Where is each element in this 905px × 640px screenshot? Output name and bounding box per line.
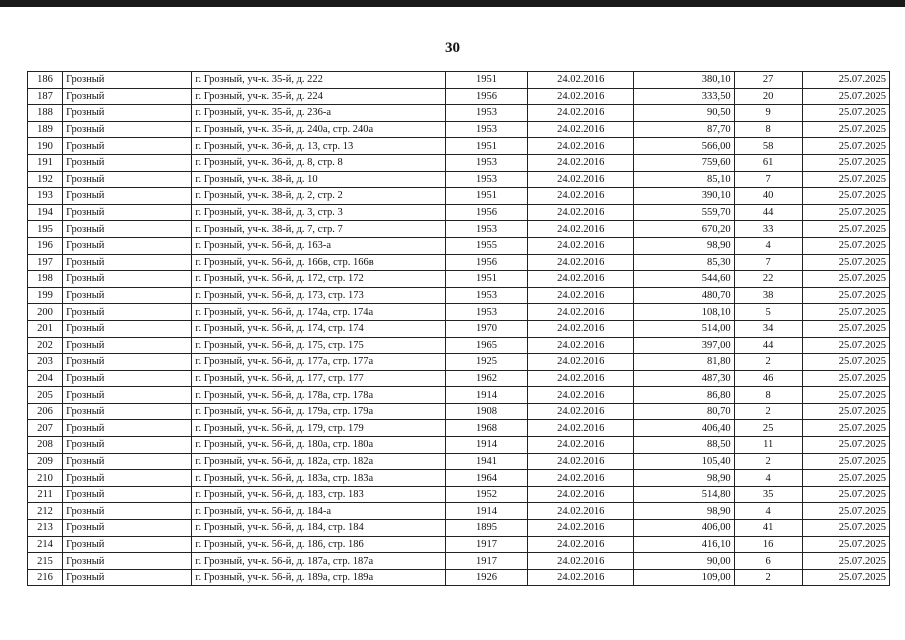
city-cell: Грозный: [63, 403, 192, 420]
date-cell: 24.02.2016: [528, 171, 634, 188]
address-cell: г. Грозный, уч-к. 35-й, д. 240а, стр. 240а: [192, 121, 446, 138]
address-cell: г. Грозный, уч-к. 36-й, д. 13, стр. 13: [192, 138, 446, 155]
area-cell: 416,10: [634, 536, 734, 553]
date-cell: 24.02.2016: [528, 287, 634, 304]
housing-registry-table: [27, 71, 890, 586]
table-row: [28, 271, 890, 288]
date-cell: 24.02.2016: [528, 337, 634, 354]
residents-count-cell: 44: [734, 337, 802, 354]
build-year-cell: 1962: [445, 370, 527, 387]
area-cell: 514,00: [634, 320, 734, 337]
residents-count-cell: 38: [734, 287, 802, 304]
area-cell: 406,40: [634, 420, 734, 437]
residents-count-cell: 25: [734, 420, 802, 437]
deadline-cell: 25.07.2025: [802, 304, 889, 321]
row-number: 203: [28, 354, 63, 371]
city-cell: Грозный: [63, 254, 192, 271]
table-row: [28, 569, 890, 586]
area-cell: 406,00: [634, 520, 734, 537]
row-number: 195: [28, 221, 63, 238]
row-number: 210: [28, 470, 63, 487]
row-number: 198: [28, 271, 63, 288]
city-cell: Грозный: [63, 72, 192, 89]
build-year-cell: 1951: [445, 72, 527, 89]
address-cell: г. Грозный, уч-к. 56-й, д. 173, стр. 173: [192, 287, 446, 304]
deadline-cell: 25.07.2025: [802, 536, 889, 553]
residents-count-cell: 2: [734, 453, 802, 470]
row-number: 193: [28, 188, 63, 205]
address-cell: г. Грозный, уч-к. 56-й, д. 179, стр. 179: [192, 420, 446, 437]
address-cell: г. Грозный, уч-к. 56-й, д. 166в, стр. 166в: [192, 254, 446, 271]
deadline-cell: 25.07.2025: [802, 569, 889, 586]
deadline-cell: 25.07.2025: [802, 171, 889, 188]
table-row: [28, 453, 890, 470]
city-cell: Грозный: [63, 337, 192, 354]
row-number: 216: [28, 569, 63, 586]
address-cell: г. Грозный, уч-к. 35-й, д. 236-а: [192, 105, 446, 122]
address-cell: г. Грозный, уч-к. 38-й, д. 7, стр. 7: [192, 221, 446, 238]
deadline-cell: 25.07.2025: [802, 354, 889, 371]
row-number: 202: [28, 337, 63, 354]
date-cell: 24.02.2016: [528, 437, 634, 454]
address-cell: г. Грозный, уч-к. 56-й, д. 177, стр. 177: [192, 370, 446, 387]
deadline-cell: 25.07.2025: [802, 105, 889, 122]
table-row: [28, 88, 890, 105]
deadline-cell: 25.07.2025: [802, 72, 889, 89]
residents-count-cell: 7: [734, 254, 802, 271]
area-cell: 380,10: [634, 72, 734, 89]
address-cell: г. Грозный, уч-к. 56-й, д. 163-а: [192, 237, 446, 254]
city-cell: Грозный: [63, 271, 192, 288]
city-cell: Грозный: [63, 320, 192, 337]
table-row: [28, 221, 890, 238]
deadline-cell: 25.07.2025: [802, 520, 889, 537]
row-number: 211: [28, 486, 63, 503]
residents-count-cell: 4: [734, 237, 802, 254]
address-cell: г. Грозный, уч-к. 56-й, д. 172, стр. 172: [192, 271, 446, 288]
date-cell: 24.02.2016: [528, 105, 634, 122]
date-cell: 24.02.2016: [528, 520, 634, 537]
row-number: 192: [28, 171, 63, 188]
deadline-cell: 25.07.2025: [802, 337, 889, 354]
table-row: [28, 503, 890, 520]
area-cell: 333,50: [634, 88, 734, 105]
date-cell: 24.02.2016: [528, 188, 634, 205]
city-cell: Грозный: [63, 520, 192, 537]
area-cell: 109,00: [634, 569, 734, 586]
address-cell: г. Грозный, уч-к. 56-й, д. 174а, стр. 174а: [192, 304, 446, 321]
row-number: 206: [28, 403, 63, 420]
build-year-cell: 1953: [445, 304, 527, 321]
city-cell: Грозный: [63, 221, 192, 238]
area-cell: 98,90: [634, 470, 734, 487]
row-number: 205: [28, 387, 63, 404]
city-cell: Грозный: [63, 536, 192, 553]
date-cell: 24.02.2016: [528, 304, 634, 321]
table-row: [28, 387, 890, 404]
city-cell: Грозный: [63, 453, 192, 470]
table-row: [28, 72, 890, 89]
date-cell: 24.02.2016: [528, 486, 634, 503]
row-number: 214: [28, 536, 63, 553]
row-number: 186: [28, 72, 63, 89]
deadline-cell: 25.07.2025: [802, 503, 889, 520]
row-number: 201: [28, 320, 63, 337]
area-cell: 390,10: [634, 188, 734, 205]
residents-count-cell: 46: [734, 370, 802, 387]
address-cell: г. Грозный, уч-к. 35-й, д. 224: [192, 88, 446, 105]
date-cell: 24.02.2016: [528, 72, 634, 89]
deadline-cell: 25.07.2025: [802, 370, 889, 387]
build-year-cell: 1956: [445, 88, 527, 105]
table-row: [28, 320, 890, 337]
deadline-cell: 25.07.2025: [802, 320, 889, 337]
row-number: 215: [28, 553, 63, 570]
build-year-cell: 1951: [445, 138, 527, 155]
residents-count-cell: 40: [734, 188, 802, 205]
build-year-cell: 1953: [445, 221, 527, 238]
row-number: 196: [28, 237, 63, 254]
deadline-cell: 25.07.2025: [802, 403, 889, 420]
date-cell: 24.02.2016: [528, 121, 634, 138]
row-number: 200: [28, 304, 63, 321]
build-year-cell: 1953: [445, 154, 527, 171]
residents-count-cell: 58: [734, 138, 802, 155]
residents-count-cell: 8: [734, 121, 802, 138]
residents-count-cell: 44: [734, 204, 802, 221]
residents-count-cell: 2: [734, 354, 802, 371]
build-year-cell: 1917: [445, 536, 527, 553]
table-row: [28, 470, 890, 487]
date-cell: 24.02.2016: [528, 370, 634, 387]
deadline-cell: 25.07.2025: [802, 88, 889, 105]
area-cell: 559,70: [634, 204, 734, 221]
table-row: [28, 553, 890, 570]
date-cell: 24.02.2016: [528, 403, 634, 420]
build-year-cell: 1917: [445, 553, 527, 570]
table-row: [28, 437, 890, 454]
residents-count-cell: 4: [734, 503, 802, 520]
city-cell: Грозный: [63, 171, 192, 188]
area-cell: 87,70: [634, 121, 734, 138]
residents-count-cell: 35: [734, 486, 802, 503]
row-number: 187: [28, 88, 63, 105]
row-number: 212: [28, 503, 63, 520]
residents-count-cell: 27: [734, 72, 802, 89]
build-year-cell: 1964: [445, 470, 527, 487]
build-year-cell: 1970: [445, 320, 527, 337]
city-cell: Грозный: [63, 370, 192, 387]
deadline-cell: 25.07.2025: [802, 486, 889, 503]
row-number: 189: [28, 121, 63, 138]
area-cell: 544,60: [634, 271, 734, 288]
area-cell: 86,80: [634, 387, 734, 404]
area-cell: 81,80: [634, 354, 734, 371]
residents-count-cell: 5: [734, 304, 802, 321]
table-row: [28, 287, 890, 304]
deadline-cell: 25.07.2025: [802, 437, 889, 454]
city-cell: Грозный: [63, 88, 192, 105]
table-row: [28, 337, 890, 354]
residents-count-cell: 16: [734, 536, 802, 553]
table-row: [28, 105, 890, 122]
build-year-cell: 1941: [445, 453, 527, 470]
deadline-cell: 25.07.2025: [802, 271, 889, 288]
area-cell: 759,60: [634, 154, 734, 171]
build-year-cell: 1953: [445, 287, 527, 304]
city-cell: Грозный: [63, 188, 192, 205]
area-cell: 397,00: [634, 337, 734, 354]
address-cell: г. Грозный, уч-к. 38-й, д. 10: [192, 171, 446, 188]
residents-count-cell: 6: [734, 553, 802, 570]
area-cell: 85,30: [634, 254, 734, 271]
build-year-cell: 1914: [445, 503, 527, 520]
residents-count-cell: 9: [734, 105, 802, 122]
deadline-cell: 25.07.2025: [802, 237, 889, 254]
deadline-cell: 25.07.2025: [802, 188, 889, 205]
table-row: [28, 536, 890, 553]
date-cell: 24.02.2016: [528, 154, 634, 171]
build-year-cell: 1925: [445, 354, 527, 371]
residents-count-cell: 2: [734, 569, 802, 586]
city-cell: Грозный: [63, 105, 192, 122]
table-row: [28, 520, 890, 537]
build-year-cell: 1953: [445, 121, 527, 138]
city-cell: Грозный: [63, 304, 192, 321]
deadline-cell: 25.07.2025: [802, 470, 889, 487]
build-year-cell: 1968: [445, 420, 527, 437]
row-number: 199: [28, 287, 63, 304]
table-row: [28, 403, 890, 420]
residents-count-cell: 22: [734, 271, 802, 288]
table-row: [28, 354, 890, 371]
deadline-cell: 25.07.2025: [802, 420, 889, 437]
table-row: [28, 138, 890, 155]
row-number: 207: [28, 420, 63, 437]
residents-count-cell: 2: [734, 403, 802, 420]
date-cell: 24.02.2016: [528, 503, 634, 520]
city-cell: Грозный: [63, 569, 192, 586]
area-cell: 108,10: [634, 304, 734, 321]
city-cell: Грозный: [63, 553, 192, 570]
city-cell: Грозный: [63, 287, 192, 304]
row-number: 213: [28, 520, 63, 537]
city-cell: Грозный: [63, 437, 192, 454]
table-row: [28, 154, 890, 171]
table-row: [28, 237, 890, 254]
city-cell: Грозный: [63, 420, 192, 437]
area-cell: 670,20: [634, 221, 734, 238]
area-cell: 80,70: [634, 403, 734, 420]
address-cell: г. Грозный, уч-к. 56-й, д. 184, стр. 184: [192, 520, 446, 537]
table-row: [28, 204, 890, 221]
city-cell: Грозный: [63, 138, 192, 155]
city-cell: Грозный: [63, 154, 192, 171]
deadline-cell: 25.07.2025: [802, 287, 889, 304]
address-cell: г. Грозный, уч-к. 35-й, д. 222: [192, 72, 446, 89]
address-cell: г. Грозный, уч-к. 56-й, д. 187а, стр. 187а: [192, 553, 446, 570]
date-cell: 24.02.2016: [528, 320, 634, 337]
build-year-cell: 1956: [445, 204, 527, 221]
date-cell: 24.02.2016: [528, 254, 634, 271]
residents-count-cell: 8: [734, 387, 802, 404]
residents-count-cell: 61: [734, 154, 802, 171]
area-cell: 85,10: [634, 171, 734, 188]
date-cell: 24.02.2016: [528, 354, 634, 371]
area-cell: 90,50: [634, 105, 734, 122]
date-cell: 24.02.2016: [528, 470, 634, 487]
build-year-cell: 1914: [445, 387, 527, 404]
deadline-cell: 25.07.2025: [802, 138, 889, 155]
area-cell: 90,00: [634, 553, 734, 570]
residents-count-cell: 4: [734, 470, 802, 487]
build-year-cell: 1953: [445, 105, 527, 122]
row-number: 190: [28, 138, 63, 155]
area-cell: 487,30: [634, 370, 734, 387]
area-cell: 88,50: [634, 437, 734, 454]
city-cell: Грозный: [63, 503, 192, 520]
table-row: [28, 420, 890, 437]
address-cell: г. Грозный, уч-к. 38-й, д. 2, стр. 2: [192, 188, 446, 205]
city-cell: Грозный: [63, 121, 192, 138]
top-border: [0, 0, 905, 7]
deadline-cell: 25.07.2025: [802, 221, 889, 238]
address-cell: г. Грозный, уч-к. 56-й, д. 183, стр. 183: [192, 486, 446, 503]
city-cell: Грозный: [63, 387, 192, 404]
table-row: [28, 370, 890, 387]
row-number: 188: [28, 105, 63, 122]
address-cell: г. Грозный, уч-к. 56-й, д. 180а, стр. 180а: [192, 437, 446, 454]
build-year-cell: 1926: [445, 569, 527, 586]
table-row: [28, 486, 890, 503]
table-row: [28, 304, 890, 321]
address-cell: г. Грозный, уч-к. 56-й, д. 189а, стр. 189а: [192, 569, 446, 586]
area-cell: 98,90: [634, 503, 734, 520]
address-cell: г. Грозный, уч-к. 56-й, д. 186, стр. 186: [192, 536, 446, 553]
city-cell: Грозный: [63, 204, 192, 221]
address-cell: г. Грозный, уч-к. 56-й, д. 182а, стр. 182а: [192, 453, 446, 470]
date-cell: 24.02.2016: [528, 569, 634, 586]
address-cell: г. Грозный, уч-к. 56-й, д. 177а, стр. 177а: [192, 354, 446, 371]
address-cell: г. Грозный, уч-к. 56-й, д. 179а, стр. 179а: [192, 403, 446, 420]
build-year-cell: 1951: [445, 271, 527, 288]
area-cell: 98,90: [634, 237, 734, 254]
build-year-cell: 1965: [445, 337, 527, 354]
residents-count-cell: 7: [734, 171, 802, 188]
row-number: 209: [28, 453, 63, 470]
date-cell: 24.02.2016: [528, 553, 634, 570]
address-cell: г. Грозный, уч-к. 56-й, д. 184-а: [192, 503, 446, 520]
build-year-cell: 1951: [445, 188, 527, 205]
table-row: [28, 254, 890, 271]
build-year-cell: 1955: [445, 237, 527, 254]
date-cell: 24.02.2016: [528, 204, 634, 221]
page-number: 30: [445, 40, 460, 56]
residents-count-cell: 11: [734, 437, 802, 454]
date-cell: 24.02.2016: [528, 88, 634, 105]
table-row: [28, 121, 890, 138]
area-cell: 514,80: [634, 486, 734, 503]
date-cell: 24.02.2016: [528, 420, 634, 437]
row-number: 194: [28, 204, 63, 221]
date-cell: 24.02.2016: [528, 271, 634, 288]
date-cell: 24.02.2016: [528, 138, 634, 155]
build-year-cell: 1914: [445, 437, 527, 454]
area-cell: 105,40: [634, 453, 734, 470]
deadline-cell: 25.07.2025: [802, 254, 889, 271]
deadline-cell: 25.07.2025: [802, 453, 889, 470]
table-row: [28, 171, 890, 188]
row-number: 204: [28, 370, 63, 387]
city-cell: Грозный: [63, 354, 192, 371]
table-body: [28, 72, 890, 586]
row-number: 208: [28, 437, 63, 454]
row-number: 191: [28, 154, 63, 171]
deadline-cell: 25.07.2025: [802, 154, 889, 171]
address-cell: г. Грозный, уч-к. 56-й, д. 174, стр. 174: [192, 320, 446, 337]
date-cell: 24.02.2016: [528, 221, 634, 238]
address-cell: г. Грозный, уч-к. 56-й, д. 178а, стр. 178а: [192, 387, 446, 404]
residents-count-cell: 20: [734, 88, 802, 105]
area-cell: 480,70: [634, 287, 734, 304]
build-year-cell: 1953: [445, 171, 527, 188]
address-cell: г. Грозный, уч-к. 56-й, д. 175, стр. 175: [192, 337, 446, 354]
deadline-cell: 25.07.2025: [802, 387, 889, 404]
deadline-cell: 25.07.2025: [802, 204, 889, 221]
build-year-cell: 1895: [445, 520, 527, 537]
deadline-cell: 25.07.2025: [802, 553, 889, 570]
date-cell: 24.02.2016: [528, 387, 634, 404]
address-cell: г. Грозный, уч-к. 36-й, д. 8, стр. 8: [192, 154, 446, 171]
city-cell: Грозный: [63, 486, 192, 503]
deadline-cell: 25.07.2025: [802, 121, 889, 138]
residents-count-cell: 33: [734, 221, 802, 238]
build-year-cell: 1908: [445, 403, 527, 420]
build-year-cell: 1956: [445, 254, 527, 271]
residents-count-cell: 41: [734, 520, 802, 537]
date-cell: 24.02.2016: [528, 536, 634, 553]
city-cell: Грозный: [63, 470, 192, 487]
area-cell: 566,00: [634, 138, 734, 155]
date-cell: 24.02.2016: [528, 237, 634, 254]
date-cell: 24.02.2016: [528, 453, 634, 470]
table-row: [28, 188, 890, 205]
address-cell: г. Грозный, уч-к. 56-й, д. 183а, стр. 183а: [192, 470, 446, 487]
build-year-cell: 1952: [445, 486, 527, 503]
city-cell: Грозный: [63, 237, 192, 254]
address-cell: г. Грозный, уч-к. 38-й, д. 3, стр. 3: [192, 204, 446, 221]
residents-count-cell: 34: [734, 320, 802, 337]
row-number: 197: [28, 254, 63, 271]
